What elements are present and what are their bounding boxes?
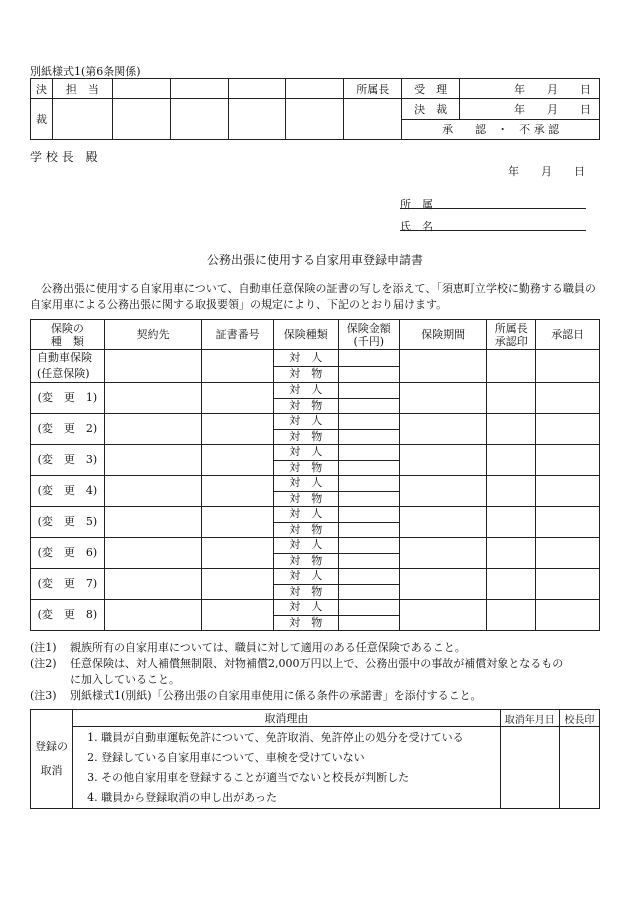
contractor-cell[interactable] <box>104 538 201 569</box>
table-row <box>31 507 600 523</box>
amount-cell[interactable] <box>338 584 400 600</box>
amount-cell[interactable] <box>338 553 400 569</box>
table-row <box>31 445 600 461</box>
period-cell[interactable] <box>400 414 487 445</box>
period-cell[interactable] <box>400 350 487 383</box>
taijin-label: 対 人 <box>273 476 338 492</box>
approval-date-cell[interactable] <box>536 507 600 538</box>
stamp-cell[interactable] <box>286 79 344 99</box>
contractor-cell[interactable] <box>104 445 201 476</box>
header-row <box>31 320 600 350</box>
header-cert-number: 証書番号 <box>202 320 274 350</box>
amount-cell[interactable] <box>338 538 400 554</box>
change-row-label: (変 更 6) <box>31 538 105 569</box>
contractor-cell[interactable] <box>104 383 201 414</box>
note-line <box>30 656 600 672</box>
cert-number-cell[interactable] <box>202 350 274 383</box>
amount-cell[interactable] <box>338 429 400 445</box>
header-amount: 保険金額 (千円) <box>338 320 400 350</box>
table-row <box>31 383 600 399</box>
approval-date-cell[interactable] <box>536 350 600 383</box>
reason-list <box>73 727 501 809</box>
cancel-left-1: 登録の <box>35 740 69 753</box>
note-text: 別紙様式1(別紙)「公務出張の自家用車使用に係る条件の承諾書」を添付すること。 <box>70 689 482 702</box>
taijin-label: 対 人 <box>273 414 338 430</box>
reason-item[interactable]: 4. 職員から登録取消の申し出があった <box>87 790 277 804</box>
shimei-line[interactable] <box>400 230 586 231</box>
amount-cell[interactable] <box>338 569 400 585</box>
header-type: 保険の 種 類 <box>31 320 105 350</box>
amount-cell[interactable] <box>338 445 400 461</box>
stamp-cell[interactable] <box>286 99 344 140</box>
approval-stamp-cell[interactable] <box>487 600 536 631</box>
contractor-cell[interactable] <box>104 414 201 445</box>
note-text: 親族所有の自家用車については、職員に対して適用のある任意保険であること。 <box>70 641 466 654</box>
header-insurance-kind: 保険種類 <box>273 320 338 350</box>
change-row-label: (変 更 4) <box>31 476 105 507</box>
taibutsu-label: 対 物 <box>273 522 338 538</box>
stamp-cell[interactable] <box>170 99 228 140</box>
cert-number-cell[interactable] <box>202 600 274 631</box>
date-line[interactable]: 年 月 日 <box>508 165 585 178</box>
juri-label: 受 理 <box>402 79 460 99</box>
approval-date-cell[interactable] <box>536 476 600 507</box>
stamp-cell[interactable] <box>52 99 112 140</box>
amount-cell[interactable] <box>338 522 400 538</box>
approval-date-cell[interactable] <box>536 538 600 569</box>
table-row <box>31 600 600 616</box>
amount-cell[interactable] <box>338 507 400 523</box>
amount-cell[interactable] <box>338 476 400 492</box>
contractor-cell[interactable] <box>104 600 201 631</box>
approval-stamp-cell[interactable] <box>487 507 536 538</box>
note-line <box>30 640 600 656</box>
note-text: に加入していること。 <box>70 673 180 686</box>
stamp-cell[interactable] <box>228 79 286 99</box>
taibutsu-label: 対 物 <box>273 584 338 600</box>
principal-stamp-cell[interactable] <box>559 727 599 809</box>
tanto-label: 担 当 <box>52 79 112 99</box>
change-row-label: (変 更 2) <box>31 414 105 445</box>
taijin-label: 対 人 <box>273 507 338 523</box>
approval-date-cell[interactable] <box>536 600 600 631</box>
amount-cell[interactable] <box>338 350 400 367</box>
header-approval-stamp: 所属長 承認印 <box>487 320 536 350</box>
change-row-label: (変 更 3) <box>31 445 105 476</box>
table-row <box>31 538 600 554</box>
cancel-table <box>30 709 600 809</box>
cert-number-cell[interactable] <box>202 538 274 569</box>
contractor-cell[interactable] <box>104 476 201 507</box>
period-cell[interactable] <box>400 507 487 538</box>
contractor-cell[interactable] <box>104 569 201 600</box>
kessai-date[interactable]: 年 月 日 <box>460 99 600 120</box>
table-row <box>31 414 600 430</box>
stamp-cell[interactable] <box>170 79 228 99</box>
cert-number-cell[interactable] <box>202 445 274 476</box>
addressee: 学 校 長 殿 <box>30 150 98 164</box>
header-contractor: 契約先 <box>104 320 201 350</box>
approval-stamp-cell[interactable] <box>487 476 536 507</box>
note-label: (注1) <box>30 641 57 654</box>
insurance-table <box>30 319 600 631</box>
reason-item[interactable]: 1. 職員が自動車運転免許について、免許取消、免許停止の処分を受けている <box>87 730 464 744</box>
period-cell[interactable] <box>400 476 487 507</box>
approval-date-cell[interactable] <box>536 414 600 445</box>
change-row-label: (変 更 1) <box>31 383 105 414</box>
contractor-cell[interactable] <box>104 507 201 538</box>
approval-date-cell[interactable] <box>536 569 600 600</box>
note-label: (注3) <box>30 689 57 702</box>
shozoku-label: 所 属 <box>400 198 433 211</box>
change-row-label: (変 更 7) <box>31 569 105 600</box>
taijin-label: 対 人 <box>273 445 338 461</box>
note-label: (注2) <box>30 657 57 670</box>
reason-item[interactable]: 3. その他自家用車を登録することが適当でないと校長が判断した <box>87 770 410 784</box>
approval-stamp-cell[interactable] <box>487 538 536 569</box>
note-text: 任意保険は、対人補償無制限、対物補償2,000万円以上で、公務出張中の事故が補償対象となるもの <box>70 657 564 670</box>
cancel-date-cell[interactable] <box>500 727 559 809</box>
cert-number-cell[interactable] <box>202 476 274 507</box>
note-line <box>30 688 600 704</box>
approval-stamp-cell[interactable] <box>487 569 536 600</box>
reason-item[interactable]: 2. 登録している自家用車について、車検を受けていない <box>87 750 365 764</box>
cert-number-cell[interactable] <box>202 569 274 600</box>
shozoku-line[interactable] <box>400 208 586 209</box>
approval-date-cell[interactable] <box>536 383 600 414</box>
ketsu-label: 決 <box>31 79 53 99</box>
approval-stamp-cell[interactable] <box>487 350 536 383</box>
principal-stamp-header: 校長印 <box>559 710 599 727</box>
amount-cell[interactable] <box>338 366 400 383</box>
taibutsu-label: 対 物 <box>273 491 338 507</box>
taibutsu-label: 対 物 <box>273 398 338 414</box>
period-cell[interactable] <box>400 383 487 414</box>
taijin-label: 対 人 <box>273 600 338 616</box>
cert-number-cell[interactable] <box>202 507 274 538</box>
taijin-label: 対 人 <box>273 383 338 399</box>
approval-result[interactable]: 承 認 ・ 不 承 認 <box>402 119 600 140</box>
stamp-cell[interactable] <box>112 79 170 99</box>
sai-label: 裁 <box>31 99 53 140</box>
cert-number-cell[interactable] <box>202 383 274 414</box>
cancel-left-2: 取消 <box>40 764 63 777</box>
taibutsu-label: 対 物 <box>273 460 338 476</box>
approval-table <box>30 78 600 140</box>
amount-cell[interactable] <box>338 600 400 616</box>
table-row <box>31 476 600 492</box>
approval-stamp-cell[interactable] <box>487 383 536 414</box>
intro-text: 公務出張に使用する自家用車について、自動車任意保険の証書の写しを添えて、「須恵町立学校に勤務する職員の自家用車による公務出張に関する取扱要領」の規定により、下記のとおり届けます。 <box>30 282 596 311</box>
cancel-date-header: 取消年月日 <box>500 710 559 727</box>
change-row-label: (変 更 8) <box>31 600 105 631</box>
table-row <box>31 350 600 367</box>
approval-date-cell[interactable] <box>536 445 600 476</box>
page-title: 公務出張に使用する自家用車登録申請書 <box>206 253 423 267</box>
shimei-label: 氏 名 <box>400 220 433 233</box>
note-line <box>30 672 600 688</box>
period-cell[interactable] <box>400 538 487 569</box>
shozokucho-stamp-cell[interactable] <box>344 99 402 140</box>
taijin-label: 対 人 <box>273 569 338 585</box>
reason-header: 取消理由 <box>73 710 501 727</box>
approval-stamp-cell[interactable] <box>487 445 536 476</box>
amount-cell[interactable] <box>338 460 400 476</box>
kessai-label: 決 裁 <box>402 99 460 120</box>
change-row-label: (変 更 5) <box>31 507 105 538</box>
taibutsu-label: 対 物 <box>273 553 338 569</box>
period-cell[interactable] <box>400 600 487 631</box>
form-id: 別紙様式1(第6条関係) <box>30 65 141 78</box>
table-row <box>31 569 600 585</box>
taibutsu-label: 対 物 <box>273 429 338 445</box>
header-approval-date: 承認日 <box>536 320 600 350</box>
stamp-cell[interactable] <box>228 99 286 140</box>
amount-cell[interactable] <box>338 491 400 507</box>
period-cell[interactable] <box>400 445 487 476</box>
taibutsu-label: 対 物 <box>273 615 338 631</box>
cert-number-cell[interactable] <box>202 414 274 445</box>
approval-stamp-cell[interactable] <box>487 414 536 445</box>
stamp-cell[interactable] <box>112 99 170 140</box>
insurance-type-label: 自動車保険 (任意保険) <box>31 350 105 383</box>
taibutsu-label: 対 物 <box>273 366 338 383</box>
taijin-label: 対 人 <box>273 350 338 367</box>
contractor-cell[interactable] <box>104 350 201 383</box>
taijin-label: 対 人 <box>273 538 338 554</box>
amount-cell[interactable] <box>338 414 400 430</box>
shozokucho-label: 所属長 <box>344 79 402 99</box>
header-period: 保険期間 <box>400 320 487 350</box>
amount-cell[interactable] <box>338 383 400 399</box>
amount-cell[interactable] <box>338 615 400 631</box>
amount-cell[interactable] <box>338 398 400 414</box>
period-cell[interactable] <box>400 569 487 600</box>
juri-date[interactable]: 年 月 日 <box>460 79 600 99</box>
